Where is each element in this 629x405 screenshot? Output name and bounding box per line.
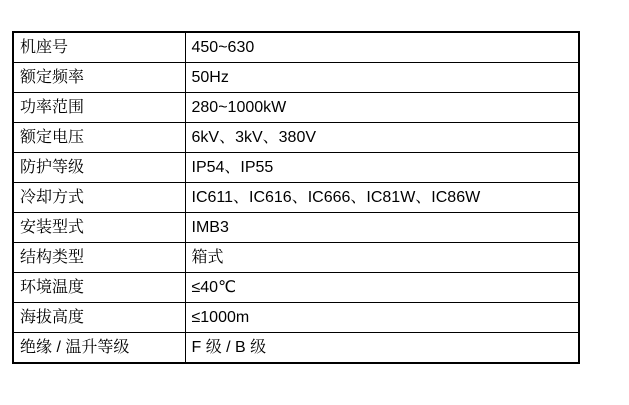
- spec-value: 50Hz: [185, 63, 579, 93]
- table-row: [13, 213, 579, 243]
- table-row: [13, 333, 579, 364]
- spec-value: IMB3: [185, 213, 579, 243]
- spec-value: 箱式: [185, 243, 579, 273]
- table-row: [13, 32, 579, 63]
- spec-label: 额定频率: [13, 63, 185, 93]
- spec-value: ≤1000m: [185, 303, 579, 333]
- spec-value: IP54、IP55: [185, 153, 579, 183]
- table-row: [13, 183, 579, 213]
- table-row: [13, 63, 579, 93]
- spec-value: IC611、IC616、IC666、IC81W、IC86W: [185, 183, 579, 213]
- table-row: [13, 303, 579, 333]
- spec-label: 额定电压: [13, 123, 185, 153]
- table-row: [13, 243, 579, 273]
- table-row: [13, 93, 579, 123]
- spec-label: 功率范围: [13, 93, 185, 123]
- table-row: [13, 123, 579, 153]
- spec-label: 结构类型: [13, 243, 185, 273]
- spec-label: 安装型式: [13, 213, 185, 243]
- spec-label: 防护等级: [13, 153, 185, 183]
- table-row: [13, 273, 579, 303]
- spec-value: 450~630: [185, 32, 579, 63]
- spec-value: 6kV、3kV、380V: [185, 123, 579, 153]
- spec-label: 机座号: [13, 32, 185, 63]
- spec-label: 绝缘 / 温升等级: [13, 333, 185, 364]
- table-row: [13, 153, 579, 183]
- spec-table: [12, 31, 580, 364]
- spec-value: F 级 / B 级: [185, 333, 579, 364]
- spec-label: 海拔高度: [13, 303, 185, 333]
- spec-label: 冷却方式: [13, 183, 185, 213]
- spec-value: 280~1000kW: [185, 93, 579, 123]
- spec-value: ≤40℃: [185, 273, 579, 303]
- spec-label: 环境温度: [13, 273, 185, 303]
